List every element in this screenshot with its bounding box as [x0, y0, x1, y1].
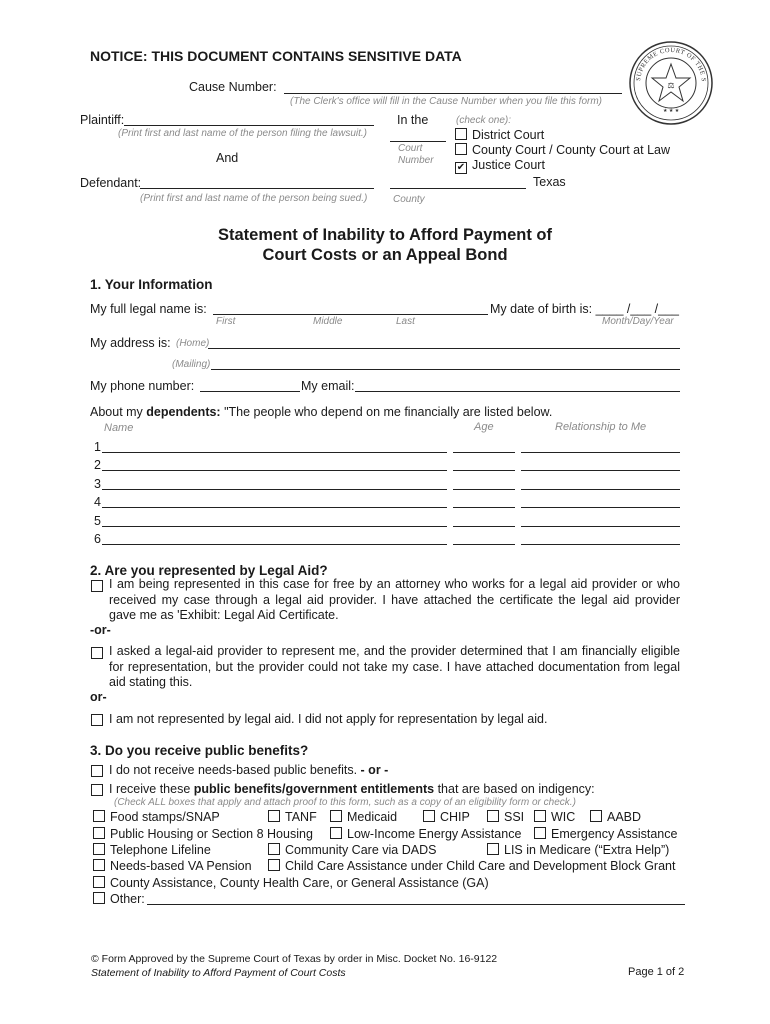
checkbox[interactable]: [487, 810, 499, 822]
no-benefits-checkbox[interactable]: [91, 765, 103, 777]
benefit-chip[interactable]: CHIP: [423, 810, 470, 824]
address-label: My address is:: [90, 336, 171, 350]
benefit-wic[interactable]: WIC: [534, 810, 575, 824]
cause-number-field[interactable]: [284, 93, 622, 94]
full-name-field[interactable]: [213, 314, 488, 315]
plaintiff-label: Plaintiff:: [80, 113, 125, 127]
check-all-hint: (Check ALL boxes that apply and attach proof to this form, such as a copy of an eligibility form or check.): [114, 797, 576, 808]
checkbox[interactable]: [487, 843, 499, 855]
dependent-name-field[interactable]: [102, 507, 447, 508]
section-3-heading: 3. Do you receive public benefits?: [90, 743, 309, 758]
benefit-lis-medicare[interactable]: LIS in Medicare (“Extra Help”): [487, 843, 669, 857]
first-hint: First: [216, 316, 236, 327]
section-1-heading: 1. Your Information: [90, 277, 213, 292]
svg-text:SUPREME COURT OF THE STATE OF: SUPREME COURT OF THE S: [635, 46, 708, 83]
check-one-hint: (check one):: [456, 115, 512, 126]
home-hint: (Home): [176, 338, 210, 349]
dependent-row-number: 2: [94, 458, 101, 473]
receive-benefits-checkbox[interactable]: [91, 784, 103, 796]
court-option-justice[interactable]: [455, 158, 545, 174]
court-number-field[interactable]: [390, 141, 446, 142]
legal-aid-denied-checkbox[interactable]: [91, 647, 103, 659]
dependent-age-field[interactable]: [453, 526, 515, 527]
mailing-hint: (Mailing): [172, 359, 211, 370]
benefit-telephone-lifeline[interactable]: Telephone Lifeline: [93, 843, 211, 857]
dependent-relationship-field[interactable]: [521, 544, 680, 545]
svg-text:★ ★ ★: ★ ★ ★: [663, 108, 680, 114]
county-hint: County: [393, 194, 425, 205]
checkbox[interactable]: [590, 810, 602, 822]
dependent-row-number: 6: [94, 532, 101, 546]
benefit-community-care[interactable]: Community Care via DADS: [268, 843, 436, 857]
dependent-age-field[interactable]: [453, 452, 515, 453]
texas-label: Texas: [533, 175, 566, 189]
plaintiff-field[interactable]: [124, 125, 374, 126]
in-the-label: In the: [397, 113, 429, 127]
phone-field[interactable]: [200, 391, 300, 392]
checkbox[interactable]: [93, 859, 105, 871]
court-option-county[interactable]: [455, 143, 670, 157]
dependent-name-field[interactable]: [102, 452, 447, 453]
dependent-name-header: Name: [104, 422, 134, 434]
home-address-field[interactable]: [208, 348, 680, 349]
checked-checkbox-icon[interactable]: ✔: [456, 162, 466, 173]
dependent-age-field[interactable]: [453, 544, 515, 545]
checkbox[interactable]: [268, 843, 280, 855]
or-separator-1: -or-: [90, 623, 111, 637]
dependent-row-number: 4: [94, 495, 101, 510]
checkbox[interactable]: [93, 810, 105, 822]
no-benefits-label: I do not receive needs-based public benefits. - or -: [109, 763, 389, 777]
notice-heading: NOTICE: THIS DOCUMENT CONTAINS SENSITIVE DATA: [90, 48, 462, 64]
checkbox[interactable]: [93, 843, 105, 855]
dob-label: My date of birth is: ____ /___ /___: [490, 302, 680, 316]
or-separator-2: or-: [90, 690, 107, 704]
dependent-age-header: Age: [474, 421, 494, 433]
benefit-va-pension[interactable]: Needs-based VA Pension: [93, 859, 252, 873]
court-option-label: Justice Court: [472, 158, 545, 172]
defendant-hint: (Print first and last name of the person being sued.): [140, 193, 368, 204]
receive-benefits-label: I receive these public benefits/government entitlements that are based on indigency:: [109, 782, 595, 796]
dependent-name-field[interactable]: [102, 544, 447, 545]
dependent-age-field[interactable]: [453, 470, 515, 471]
dependents-intro: About my dependents: "The people who depend on me financially are listed below.: [90, 405, 553, 419]
defendant-label: Defendant:: [80, 176, 142, 190]
cause-number-label: Cause Number:: [189, 80, 277, 94]
legal-aid-represented-checkbox[interactable]: [91, 580, 103, 592]
checkbox[interactable]: [93, 827, 105, 839]
checkbox[interactable]: [423, 810, 435, 822]
page-number: Page 1 of 2: [628, 966, 685, 978]
dependent-row-number: 3: [94, 476, 101, 491]
checkbox[interactable]: [534, 810, 546, 822]
benefit-tanf[interactable]: TANF: [268, 810, 317, 824]
dependent-name-field[interactable]: [102, 470, 447, 471]
dependent-relationship-field[interactable]: [521, 470, 680, 471]
court-number-hint: Court Number: [398, 143, 434, 166]
checkbox[interactable]: [455, 128, 467, 140]
benefit-food-stamps[interactable]: Food stamps/SNAP: [93, 810, 220, 824]
dependent-name-field[interactable]: [102, 489, 447, 490]
dependent-relationship-field[interactable]: [521, 507, 680, 508]
benefit-energy-assistance[interactable]: Low-Income Energy Assistance: [330, 827, 521, 841]
checkbox[interactable]: [455, 143, 467, 155]
benefit-child-care[interactable]: Child Care Assistance under Child Care and Development Block Grant: [268, 859, 675, 873]
and-label: And: [216, 151, 239, 165]
checkbox[interactable]: [268, 859, 280, 871]
full-name-label: My full legal name is:: [90, 302, 207, 316]
checkbox[interactable]: [330, 810, 342, 822]
last-hint: Last: [396, 316, 415, 327]
legal-aid-option-2: I asked a legal-aid provider to represent me, and the provider determined that I am financially eligible for representation, but the provider could not take my case. I have attached documentation from legal aid stating this.: [109, 644, 680, 689]
benefit-medicaid[interactable]: Medicaid: [330, 810, 397, 824]
no-legal-aid-checkbox[interactable]: [91, 714, 103, 726]
court-option-label: County Court / County Court at Law: [472, 143, 671, 157]
dependent-relationship-header: Relationship to Me: [555, 421, 647, 433]
cause-number-hint: (The Clerk's office will fill in the Cause Number when you file this form): [290, 96, 603, 107]
other-benefit-field[interactable]: [147, 904, 685, 905]
dependent-row-number: 5: [94, 513, 101, 528]
benefit-aabd[interactable]: AABD: [590, 810, 641, 824]
texas-supreme-court-seal-icon: [628, 40, 714, 126]
legal-aid-option-3: I am not represented by legal aid. I did not apply for representation by legal aid.: [109, 712, 548, 726]
benefit-other[interactable]: Other:: [93, 892, 145, 906]
mailing-address-field[interactable]: [211, 369, 680, 370]
court-option-label: District Court: [472, 128, 545, 142]
dependent-row-number: 1: [94, 440, 101, 454]
footer-form-title: Statement of Inability to Afford Payment of Court Costs: [91, 967, 346, 979]
email-label: My email:: [301, 379, 355, 393]
form-title-line2: Court Costs or an Appeal Bond: [262, 246, 508, 264]
form-title-line1: Statement of Inability to Afford Payment of: [218, 226, 552, 244]
dob-hint: Month/Day/Year: [602, 316, 674, 327]
checkbox[interactable]: [93, 876, 105, 888]
section-2-heading: 2. Are you represented by Legal Aid?: [90, 563, 328, 578]
legal-aid-option-1: I am being represented in this case for free by an attorney who works for a legal aid provider or who received my case through a legal aid provider. I have attached the certificate the legal aid provider gave me as 'Exhibit: Legal Aid Certificate.: [109, 577, 680, 622]
phone-label: My phone number:: [90, 379, 195, 393]
court-option-district[interactable]: [455, 128, 544, 142]
dependent-relationship-field[interactable]: [521, 452, 680, 453]
checkbox[interactable]: [534, 827, 546, 839]
benefit-public-housing[interactable]: Public Housing or Section 8 Housing: [93, 827, 313, 841]
defendant-field[interactable]: [140, 188, 374, 189]
checkbox[interactable]: [93, 892, 105, 904]
checkbox[interactable]: [330, 827, 342, 839]
dependent-age-field[interactable]: [453, 489, 515, 490]
middle-hint: Middle: [313, 316, 343, 327]
dependent-relationship-field[interactable]: [521, 489, 680, 490]
benefit-ssi[interactable]: SSI: [487, 810, 524, 824]
benefit-emergency-assistance[interactable]: Emergency Assistance: [534, 827, 677, 841]
svg-text:⚖: ⚖: [667, 81, 675, 90]
county-field[interactable]: [390, 188, 526, 189]
dependent-name-field[interactable]: [102, 526, 447, 527]
checkbox[interactable]: [268, 810, 280, 822]
plaintiff-hint: (Print first and last name of the person filing the lawsuit.): [118, 128, 368, 139]
dependent-age-field[interactable]: [453, 507, 515, 508]
email-field[interactable]: [355, 391, 680, 392]
footer-approval: © Form Approved by the Supreme Court of Texas by order in Misc. Docket No. 16-9122: [91, 953, 498, 965]
dependent-relationship-field[interactable]: [521, 526, 680, 527]
benefit-county-assistance[interactable]: County Assistance, County Health Care, or General Assistance (GA): [93, 876, 489, 890]
